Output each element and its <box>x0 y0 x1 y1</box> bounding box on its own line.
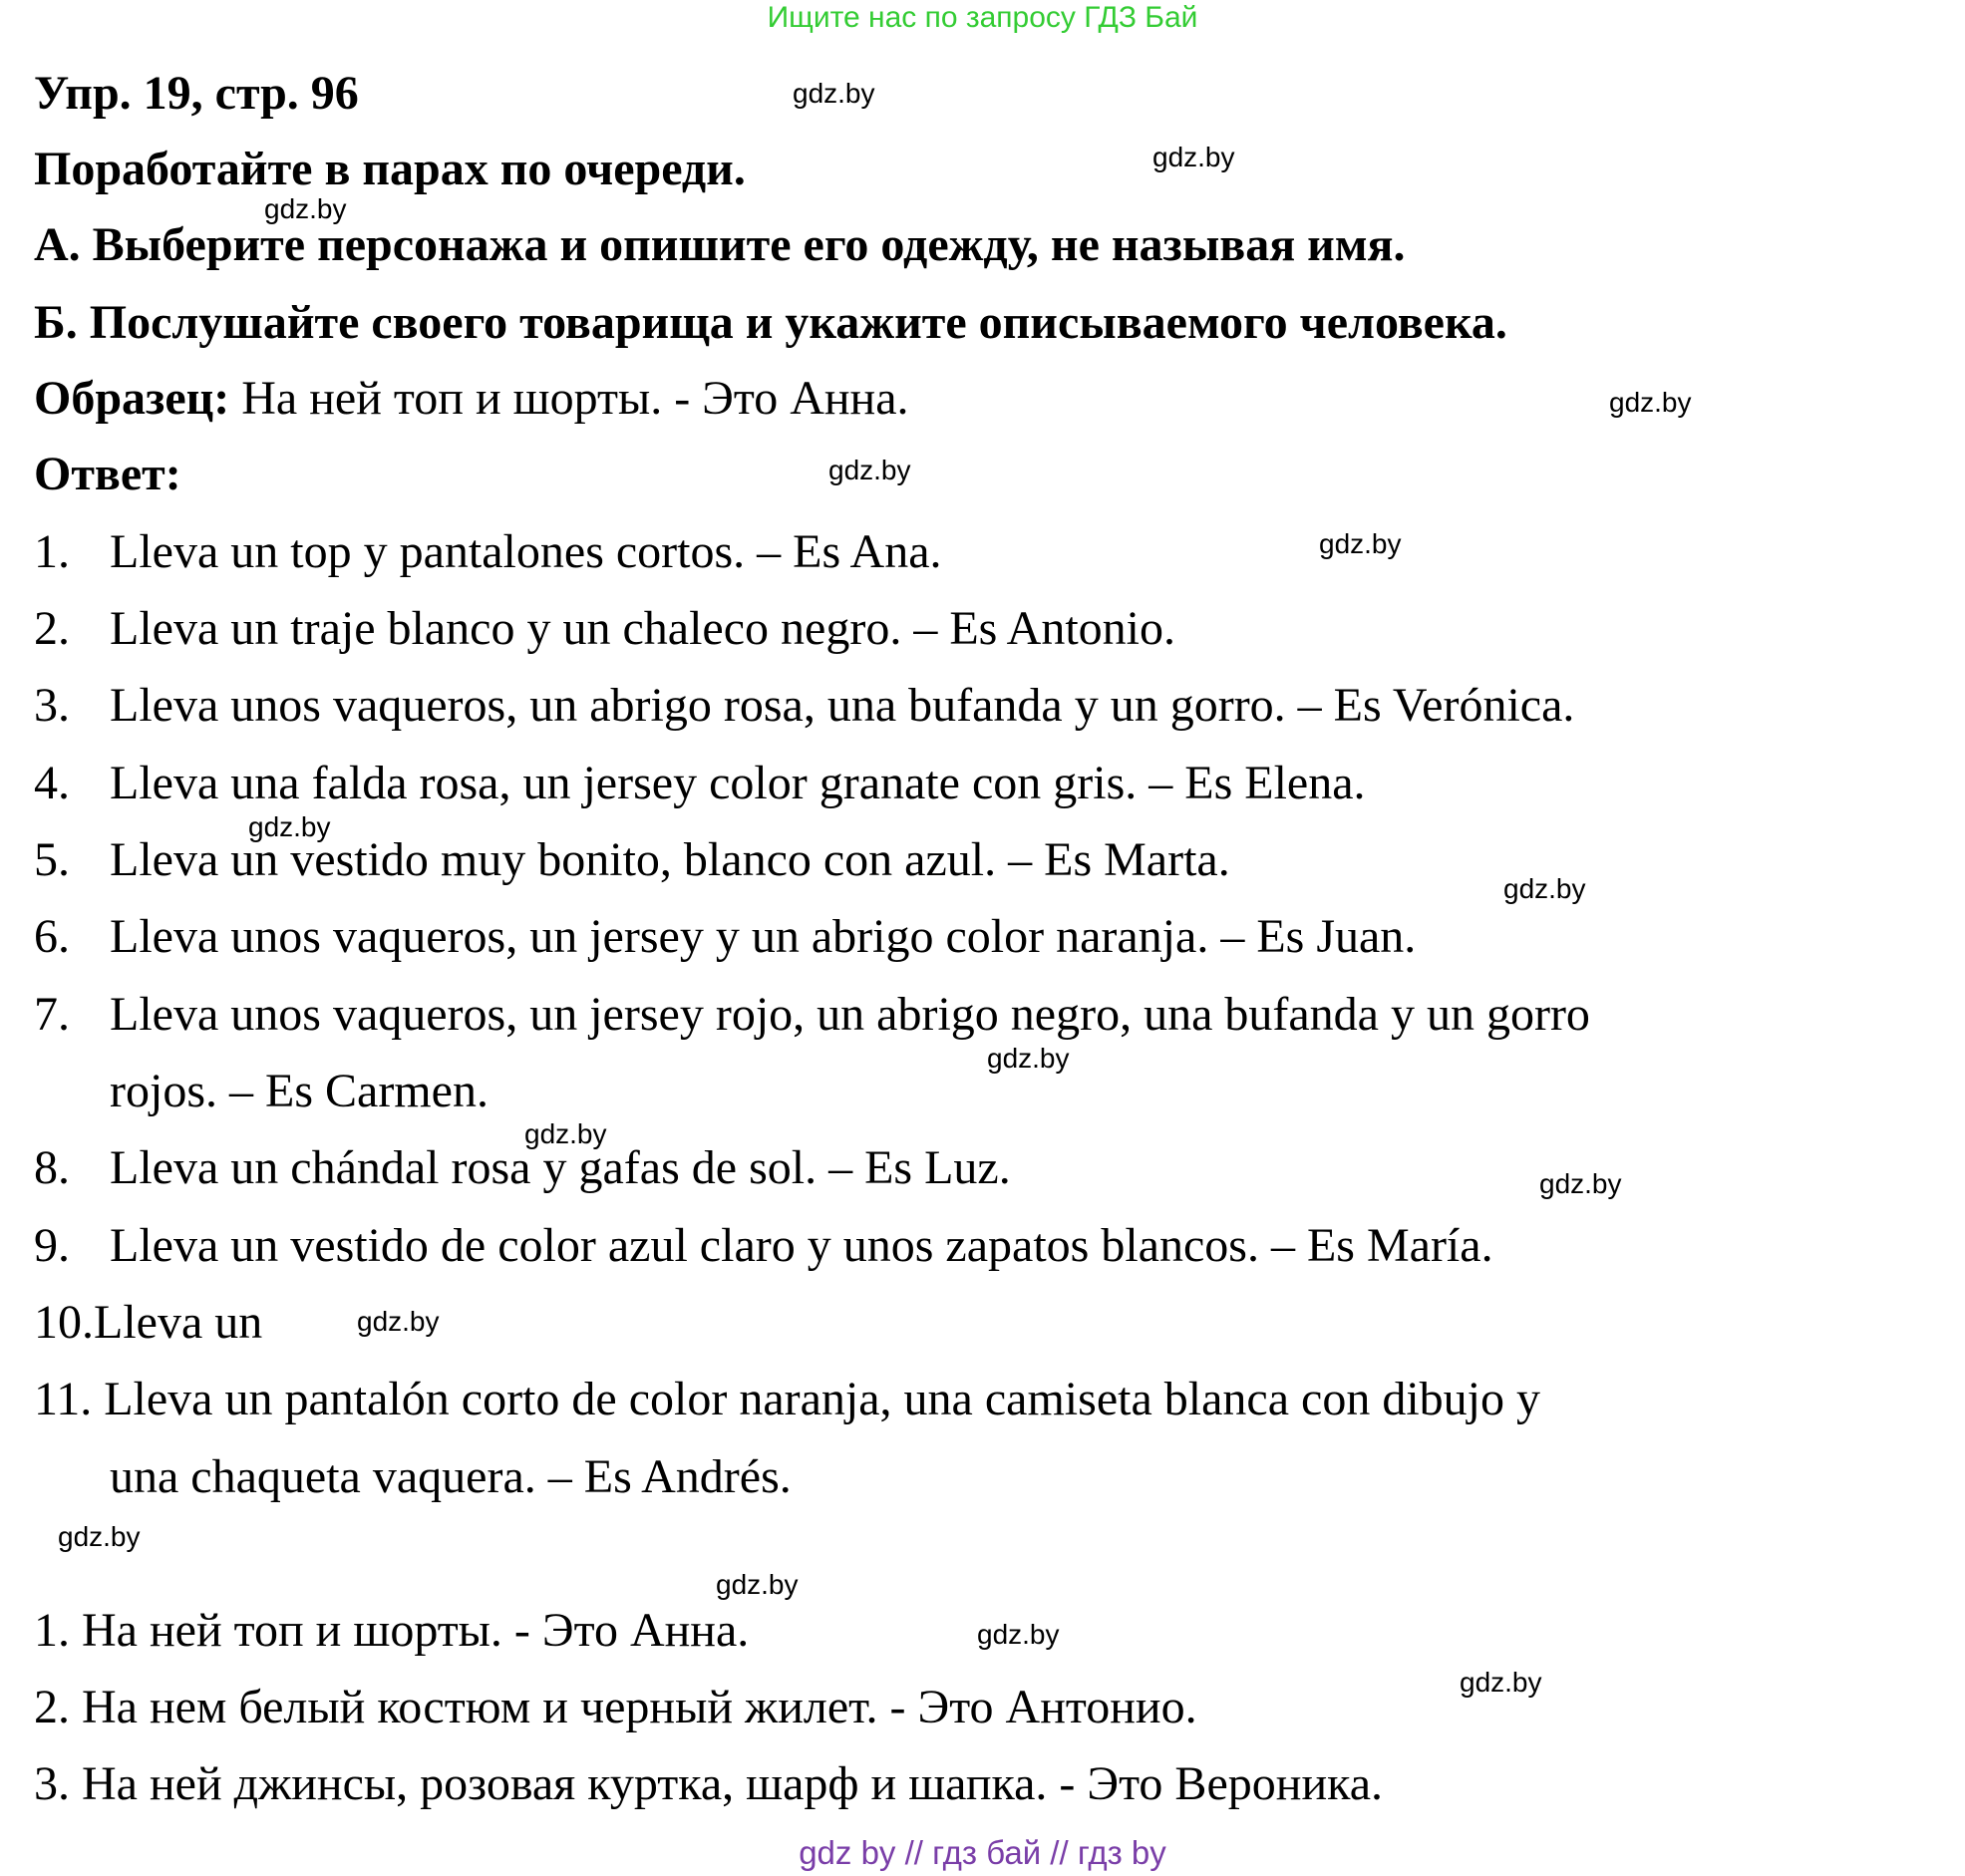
answer-continuation: rojos. – Es Carmen. <box>110 1065 489 1117</box>
task-a: А. Выберите персонажа и опишите его одежду, не называя имя. <box>34 218 1406 271</box>
answer-item <box>34 1216 1493 1276</box>
sample-text: На ней топ и шорты. - Это Анна. <box>229 372 909 425</box>
answer-text: Lleva una falda rosa, un jersey color granate con gris. – Es Elena. <box>110 757 1366 809</box>
answer-number: 10. <box>34 1296 94 1349</box>
answer-item <box>34 985 1590 1045</box>
translation-line: 2. На нем белый костюм и черный жилет. - Это Антонио. <box>34 1681 1197 1733</box>
answer-text: Lleva unos vaqueros, un jersey rojo, un abrigo negro, una bufanda y un gorro <box>110 988 1590 1041</box>
answer-number: 7. <box>34 988 70 1041</box>
answer-text: Lleva unos vaqueros, un abrigo rosa, una bufanda y un gorro. – Es Verónica. <box>110 679 1575 732</box>
exercise-title: Упр. 19, стр. 96 <box>34 67 359 120</box>
answer-number: 3. <box>34 679 70 732</box>
footer-watermark: gdz by // гдз бай // гдз by <box>799 1834 1166 1871</box>
watermark: gdz.by <box>1319 528 1402 559</box>
answer-text: Lleva un <box>94 1296 263 1349</box>
answer-text: Lleva un top y pantalones cortos. – Es Ana. <box>110 525 942 578</box>
translation-line: 1. На ней топ и шорты. - Это Анна. <box>34 1604 750 1657</box>
watermark: gdz.by <box>793 78 875 109</box>
watermark: gdz.by <box>524 1118 607 1149</box>
answer-item <box>34 754 1366 813</box>
watermark: gdz.by <box>1503 873 1586 904</box>
watermark: gdz.by <box>987 1043 1070 1074</box>
answer-number: 2. <box>34 602 70 655</box>
answer-number: 8. <box>34 1141 70 1194</box>
watermark: gdz.by <box>716 1569 799 1600</box>
answer-text: Lleva un chándal rosa y gafas de sol. – Es Luz. <box>110 1141 1011 1194</box>
watermark: gdz.by <box>1609 387 1692 418</box>
watermark: gdz.by <box>1539 1168 1622 1199</box>
answer-item <box>34 830 1230 890</box>
answer-item <box>34 1293 262 1353</box>
answer-item <box>34 1138 1011 1198</box>
answer-text: Lleva unos vaqueros, un jersey y un abrigo color naranja. – Es Juan. <box>110 910 1417 963</box>
answer-item <box>34 522 942 582</box>
answer-number: 9. <box>34 1219 70 1272</box>
watermark: gdz.by <box>264 193 347 224</box>
answer-item <box>34 907 1416 967</box>
answer-label: Ответ: <box>34 448 181 500</box>
answer-number: 11. <box>34 1373 93 1425</box>
answer-number: 4. <box>34 757 70 809</box>
watermark: gdz.by <box>1152 142 1235 172</box>
answer-number: 5. <box>34 833 70 886</box>
answer-number: 6. <box>34 910 70 963</box>
watermark: gdz.by <box>977 1619 1060 1650</box>
answer-item <box>34 676 1574 736</box>
watermark: gdz.by <box>357 1306 440 1337</box>
answer-text: Lleva un vestido de color azul claro y unos zapatos blancos. – Es María. <box>110 1219 1493 1272</box>
watermark: gdz.by <box>828 455 911 485</box>
answer-item <box>34 599 1175 659</box>
search-banner: Ищите нас по запросу ГДЗ Бай <box>767 1 1198 34</box>
sample <box>34 369 909 429</box>
answer-number: 1. <box>34 525 70 578</box>
answer-text: Lleva un traje blanco y un chaleco negro. – Es Antonio. <box>110 602 1176 655</box>
watermark: gdz.by <box>248 811 331 842</box>
task-b: Б. Послушайте своего товарища и укажите описываемого человека. <box>34 296 1507 349</box>
instruction: Поработайте в парах по очереди. <box>34 143 746 195</box>
answer-continuation: una chaqueta vaquera. – Es Andrés. <box>110 1450 792 1503</box>
answer-item <box>34 1370 1540 1429</box>
answer-text: Lleva un vestido muy bonito, blanco con azul. – Es Marta. <box>110 833 1230 886</box>
watermark: gdz.by <box>1460 1667 1542 1698</box>
sample-label: Образец: <box>34 372 230 425</box>
translation-line: 3. На ней джинсы, розовая куртка, шарф и шапка. - Это Вероника. <box>34 1757 1384 1810</box>
watermark: gdz.by <box>58 1521 141 1552</box>
answer-text: Lleva un pantalón corto de color naranja, una camiseta blanca con dibujo y <box>92 1373 1540 1425</box>
